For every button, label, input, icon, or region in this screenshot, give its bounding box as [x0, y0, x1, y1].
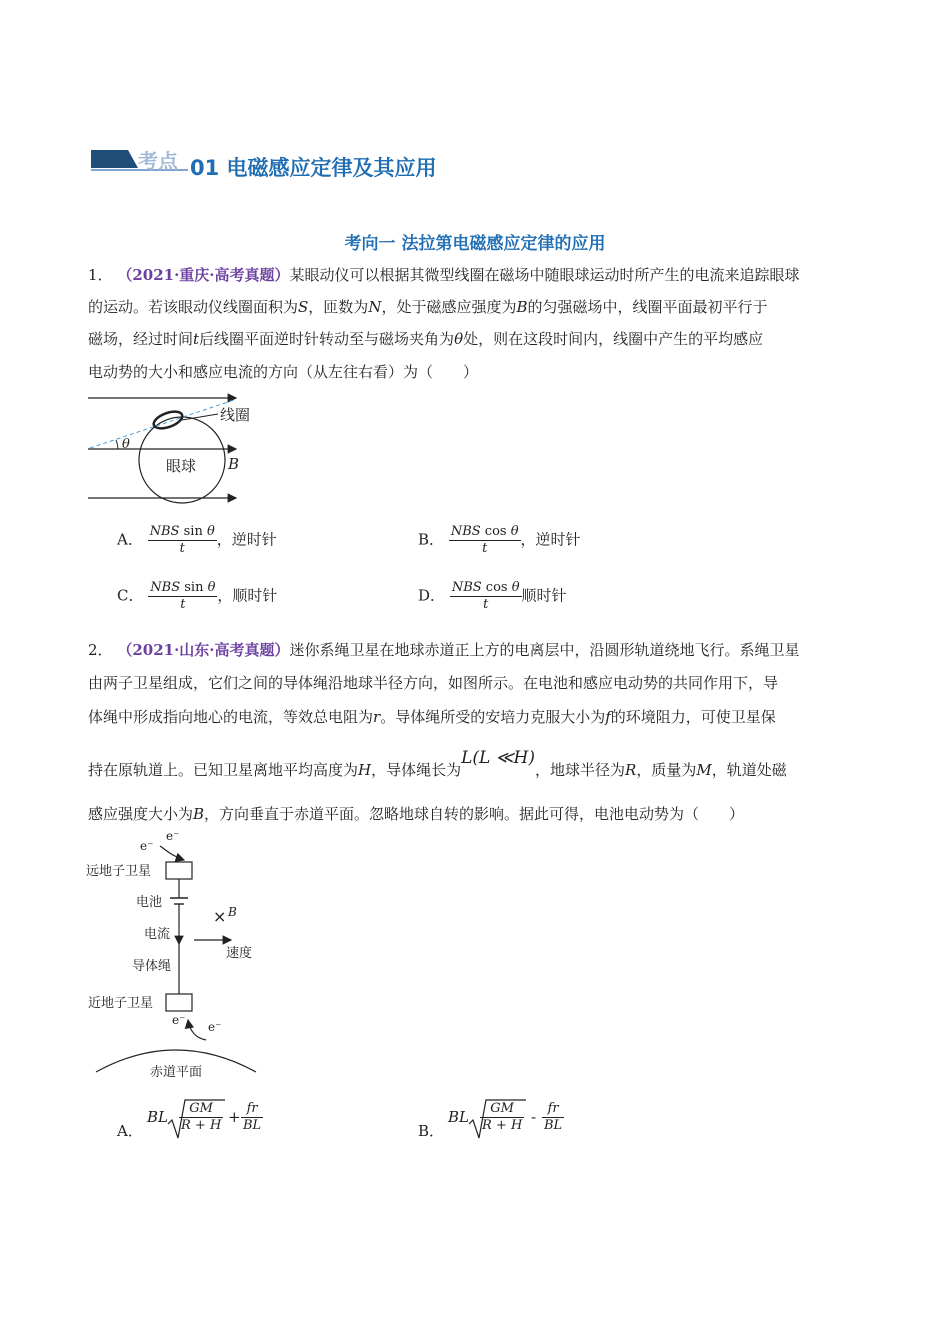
q2-text-3c: 的环境阻力，可使卫星保 — [610, 708, 776, 726]
far-satellite-box — [166, 862, 192, 879]
q1-text-4: 电动势的大小和感应电流的方向（从左往右看）为（ ） — [88, 363, 479, 381]
field-b-label: B — [228, 905, 237, 919]
q1-line-3 — [88, 328, 763, 350]
near-satellite-box — [166, 994, 192, 1011]
coil-ellipse — [152, 408, 185, 431]
electron-top-arrow — [160, 846, 184, 860]
q1-option-a[interactable] — [117, 524, 277, 557]
q2-line-2 — [88, 672, 778, 694]
q2-var-R: R — [625, 761, 637, 779]
current-label: 电流 — [144, 927, 171, 942]
q1-text-3c: 处，则在这段时间内，线圈中产生的平均感应 — [463, 330, 764, 348]
q1-var-N: N — [368, 298, 382, 316]
header — [88, 148, 488, 182]
q2-text-4c: ，地球半径为 — [535, 761, 626, 779]
q2-text-4b: ，导体绳长为 — [371, 761, 462, 779]
eyeball-label: 眼球 — [166, 457, 197, 475]
option-letter: D． — [418, 586, 446, 605]
option-letter: B． — [418, 1122, 445, 1140]
q2-text-4e: ，轨道处磁 — [711, 761, 787, 779]
tether-label: 导体绳 — [132, 959, 172, 974]
q1-text-2b: ，匝数为 — [308, 298, 369, 316]
radical-fraction: $\frac{GM}{R + H}$ — [482, 1101, 523, 1133]
option-fraction: $\frac{\text{NBS cos θ}}{t}$ — [450, 524, 519, 556]
option-letter: A． — [117, 1122, 143, 1140]
q2-text-2: 由两子卫星组成，它们之间的导体绳沿地球半径方向，如图所示。在电池和感应电动势的共同作用下，导 — [88, 674, 779, 692]
option-direction: ，顺时针 — [217, 586, 278, 605]
page-title: 01 电磁感应定律及其应用 — [190, 156, 437, 180]
field-label: B — [228, 455, 240, 473]
q2-var-r: r — [373, 708, 381, 726]
option-operator: + — [228, 1108, 241, 1126]
option-fraction: $\frac{fr}{BL}$ — [544, 1101, 563, 1133]
electron-bottom-right: e⁻ — [208, 1020, 222, 1034]
q2-line-3 — [88, 706, 776, 728]
option-direction: 顺时针 — [521, 586, 567, 605]
q1-line-1 — [88, 264, 800, 286]
q2-var-H: H — [358, 761, 372, 779]
q2-text-4a: 持在原轨道上。已知卫星离地平均高度为 — [88, 761, 359, 779]
option-fraction: $\frac{\text{NBS sin θ}}{t}$ — [149, 524, 215, 556]
option-direction: ，逆时针 — [216, 530, 277, 549]
equatorial-plane-label: 赤道平面 — [150, 1065, 203, 1080]
q1-line-4 — [88, 361, 478, 383]
electron-top-left: e⁻ — [140, 839, 154, 853]
q2-var-M: M — [696, 761, 712, 779]
coil-label: 线圈 — [220, 406, 251, 424]
q1-text-2d: 的匀强磁场中，线圈平面最初平行于 — [527, 298, 768, 316]
radical-fraction: $\frac{GM}{R + H}$ — [181, 1101, 222, 1133]
q2-text-5a: 感应强度大小为 — [88, 805, 194, 823]
q1-option-d[interactable] — [418, 580, 567, 613]
q1-text-3b: 后线圈平面逆时针转动至与磁场夹角为 — [199, 330, 455, 348]
q2-number: 2． — [88, 641, 113, 659]
option-letter: A． — [117, 530, 143, 549]
field-cross-mark: × — [213, 907, 227, 926]
q2-source: （2021·山东·高考真题） — [117, 641, 290, 659]
q1-option-c[interactable] — [117, 580, 277, 613]
q2-var-B: B — [193, 805, 205, 823]
far-satellite-label: 远地子卫星 — [86, 864, 152, 879]
velocity-label: 速度 — [226, 946, 253, 961]
angle-label: θ — [122, 437, 130, 452]
q2-text-4d: ，质量为 — [636, 761, 697, 779]
q2-text-5b: ，方向垂直于赤道平面。忽略地球自转的影响。据此可得，电池电动势为（ ） — [204, 805, 745, 823]
q1-var-theta: θ — [454, 330, 464, 348]
electron-bottom-left: e⁻ — [172, 1013, 186, 1027]
header-badge: 考点 — [138, 149, 178, 173]
q2-line-5 — [88, 803, 744, 825]
q2-line-4 — [88, 748, 787, 781]
electron-bottom-arrow — [188, 1020, 206, 1040]
q2-text-1: 迷你系绳卫星在地球赤道正上方的电离层中，沿圆形轨道绕地飞行。系绳卫星 — [289, 641, 800, 659]
q2-line-1 — [88, 639, 800, 661]
q1-var-S: S — [298, 298, 309, 316]
battery-label: 电池 — [136, 895, 163, 910]
q1-text-2c: ，处于磁感应强度为 — [381, 298, 517, 316]
option-operator: - — [531, 1108, 537, 1126]
option-fraction: $\frac{fr}{BL}$ — [243, 1101, 262, 1133]
option-letter: B． — [418, 530, 445, 549]
q1-var-t: t — [193, 330, 200, 348]
q2-tether-figure — [86, 828, 286, 1083]
coil-plane-dashed-line — [90, 400, 234, 448]
option-prefix: BL — [448, 1108, 469, 1126]
q1-option-b[interactable] — [418, 524, 581, 557]
option-direction: ，逆时针 — [520, 530, 581, 549]
q2-text-3b: 。导体绳所受的安培力克服大小为 — [380, 708, 606, 726]
q2-var-f: f — [605, 708, 611, 726]
q1-eye-figure — [86, 390, 276, 505]
q1-source: （2021·重庆·高考真题） — [117, 266, 290, 284]
section-title: 考向一 法拉第电磁感应定律的应用 — [344, 234, 606, 254]
q1-text-2a: 的运动。若该眼动仪线圈面积为 — [88, 298, 299, 316]
q2-tether-length-expr: L(L ≪H) — [461, 748, 535, 768]
option-letter: C． — [117, 586, 144, 605]
angle-arc — [116, 440, 118, 449]
option-prefix: BL — [147, 1108, 168, 1126]
q1-line-2 — [88, 296, 768, 318]
near-satellite-label: 近地子卫星 — [88, 996, 154, 1011]
q1-number: 1． — [88, 266, 113, 284]
q1-var-B: B — [516, 298, 528, 316]
electron-top-right: e⁻ — [166, 829, 180, 843]
option-fraction: $\frac{\text{NBS sin θ}}{t}$ — [150, 580, 216, 612]
q1-text-3a: 磁场，经过时间 — [88, 330, 194, 348]
q2-text-3a: 体绳中形成指向地心的电流，等效总电阻为 — [88, 708, 374, 726]
q1-text-1: 某眼动仪可以根据其微型线圈在磁场中随眼球运动时所产生的电流来追踪眼球 — [289, 266, 800, 284]
option-fraction: $\frac{\text{NBS cos θ}}{t}$ — [451, 580, 520, 612]
